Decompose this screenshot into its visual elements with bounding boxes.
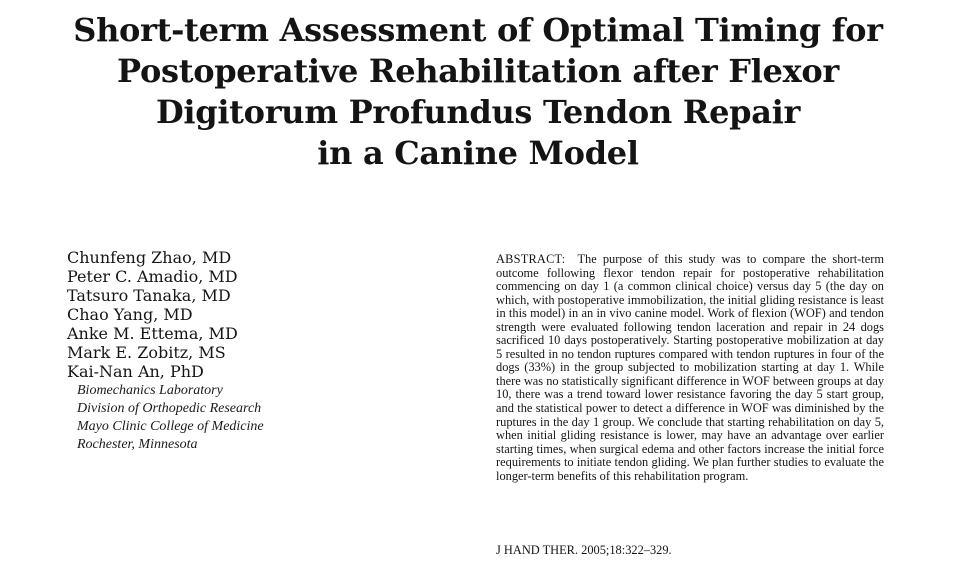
abstract-label: ABSTRACT: [496, 252, 566, 266]
article-title [0, 10, 956, 174]
affiliation-line: Biomechanics Laboratory [77, 383, 223, 398]
journal-citation: J HAND THER. 2005;18:322–329. [496, 543, 672, 557]
affiliation-block [67, 382, 387, 454]
affiliation-line: Rochester, Minnesota [77, 437, 198, 452]
author-list [67, 248, 387, 454]
author-name: Mark E. Zobitz, MS [67, 343, 226, 362]
title-line: Short-term Assessment of Optimal Timing for [73, 11, 883, 49]
affiliation-line: Division of Orthopedic Research [77, 401, 262, 416]
author-name: Tatsuro Tanaka, MD [67, 286, 231, 305]
title-line: Postoperative Rehabilitation after Flexor [117, 52, 839, 90]
author-name: Chunfeng Zhao, MD [67, 248, 232, 267]
author-name: Peter C. Amadio, MD [67, 267, 238, 286]
abstract-text: The purpose of this study was to compare the short-term outcome following flexor tendon repair for postoperative rehabilitation commencing on day 1 (a common clinical choice) versus day 5 (the day on which, with postoperative immobilization, the initial gliding resistance is least in this model) in an in vivo canine model. Work of flexion (WOF) and tendon strength were evaluated following tendon laceration and repair in 24 dogs sacrificed 10 days postoperatively. Starting postoperative mobilization at day 5 resulted in no tendon ruptures compared with tendon ruptures in four of the dogs (33%) in the group subjected to mobilization starting at day 1. While there was no statistically significant difference in WOF between groups at day 10, there was a trend toward lower resistance favoring the day 5 start group, and the statistical power to detect a difference in WOF was diminished by the ruptures in the day 1 group. We conclude that starting rehabilitation on day 5, when initial gliding resistance is lower, may have an advantage over earlier starting times, when surgical edema and other factors increase the initial force requirements to initiate tendon gliding. We plan further studies to evaluate the longer-term benefits of this rehabilitation program. [496, 252, 885, 483]
author-name: Kai-Nan An, PhD [67, 362, 204, 381]
affiliation-line: Mayo Clinic College of Medicine [77, 419, 264, 434]
author-name: Anke M. Ettema, MD [67, 324, 238, 343]
title-line: Digitorum Profundus Tendon Repair [155, 93, 801, 131]
author-name: Chao Yang, MD [67, 305, 193, 324]
abstract [496, 253, 884, 483]
title-line: in a Canine Model [317, 134, 639, 172]
